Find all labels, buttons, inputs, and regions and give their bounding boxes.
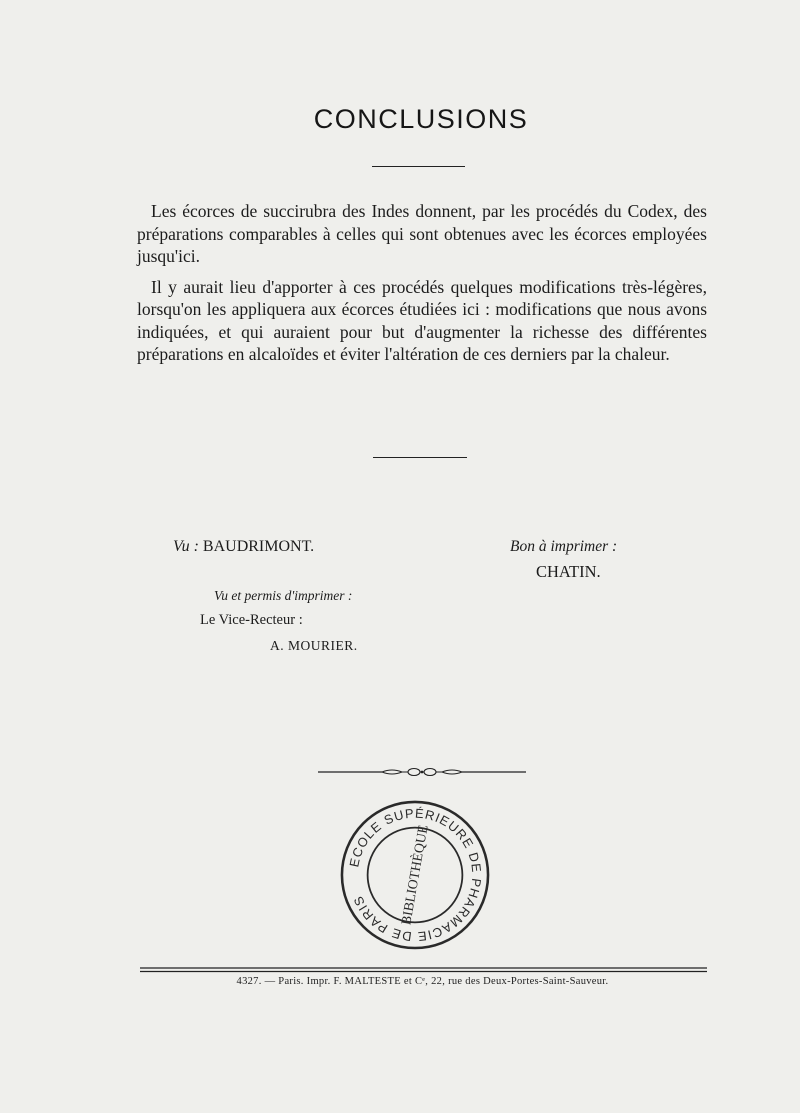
bon-a-imprimer-name: CHATIN. <box>536 562 601 581</box>
vu-name: BAUDRIMONT. <box>202 538 315 555</box>
svg-text:ECOLE SUPÉRIEURE DE PHARMACIE: ECOLE SUPÉRIEURE DE PHARMACIE DE PARIS <box>346 805 485 945</box>
svg-text:BIBLIOTHÈQUE: BIBLIOTHÈQUE <box>398 823 431 927</box>
library-stamp <box>336 796 494 950</box>
title-divider <box>372 166 465 167</box>
conclusions-body <box>137 200 707 374</box>
paragraph-2: Il y aurait lieu d'apporter à ces procédés quelques modifications très-légères, lorsqu'on les appliquera aux écorces étudiées ici : modifications que nous avons indiquées, et qui auraient pour but d'augmenter la richesse des différentes préparations en alcaloïdes et éviter l'altération de ces derniers par la chaleur. <box>137 276 707 364</box>
vice-recteur-name: A. MOURIER. <box>270 638 358 653</box>
vu-approval <box>173 538 314 556</box>
printer-imprint: 4327. — Paris. Impr. F. MALTESTE et Cᵉ, 22, rue des Deux-Portes-Saint-Sauveur. <box>236 976 609 987</box>
permis-imprimer-label: Vu et permis d'imprimer : <box>214 588 353 603</box>
vice-recteur-label: Le Vice-Recteur : <box>200 612 303 628</box>
page-title: CONCLUSIONS <box>313 104 529 134</box>
ornament-divider <box>318 764 526 780</box>
paragraph-1: Les écorces de succirubra des Indes donnent, par les procédés du Codex, des préparations comparables à celles qui sont obtenues avec les écorces employées jusqu'ici. <box>137 201 707 266</box>
section-divider <box>373 457 467 458</box>
bon-a-imprimer-label: Bon à imprimer : <box>510 538 618 555</box>
footer-double-rule <box>140 967 707 973</box>
vu-label: Vu : <box>173 538 199 555</box>
